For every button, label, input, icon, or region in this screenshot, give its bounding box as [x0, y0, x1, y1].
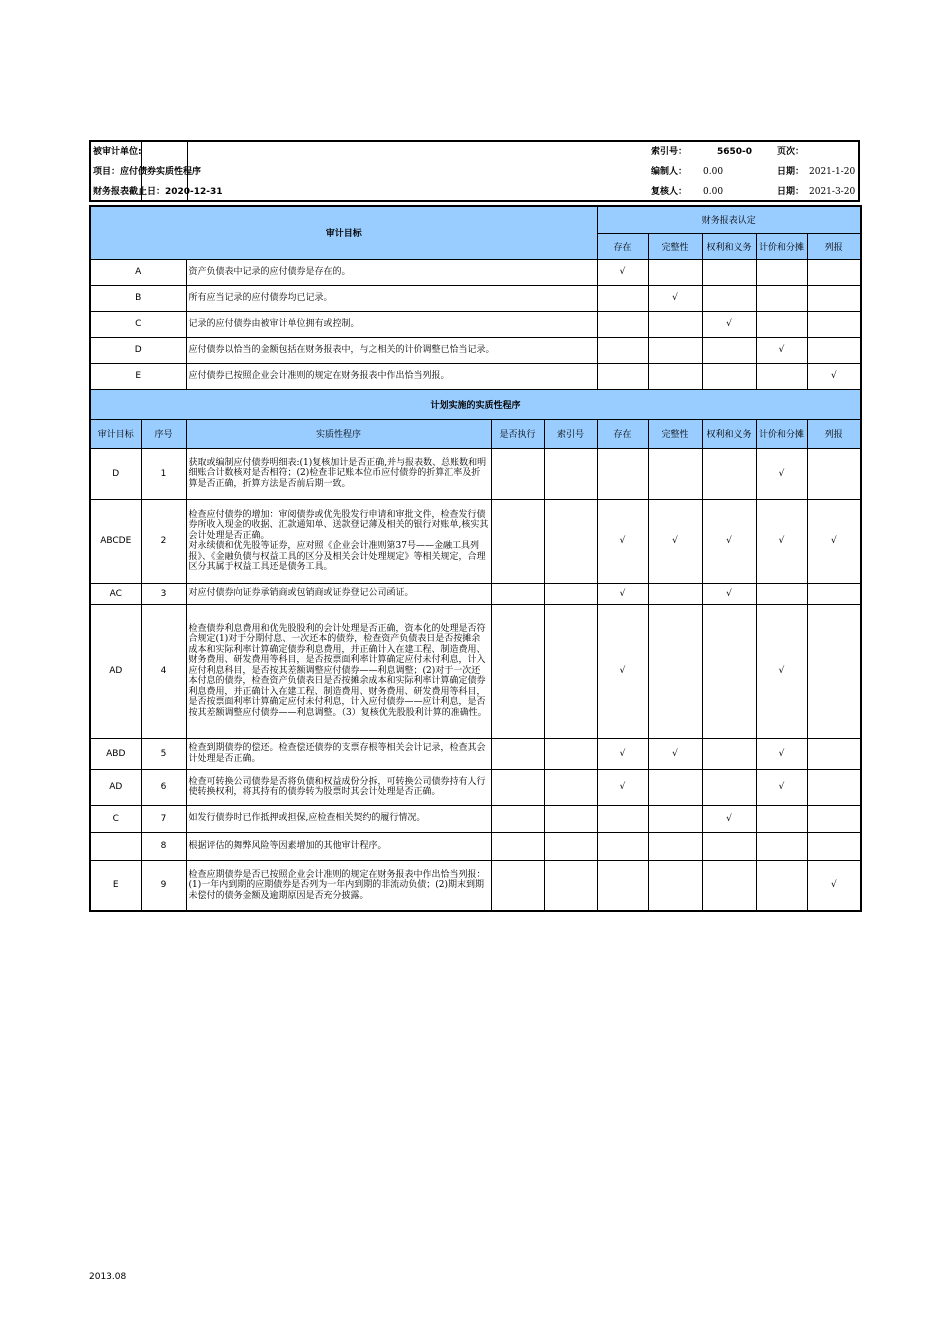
objective-text: 应付债券已按照企业会计准则的规定在财务报表中作出恰当列报。	[186, 363, 597, 389]
table-row	[90, 738, 861, 769]
index-cell	[544, 860, 597, 911]
reviewer-label: 复核人：	[651, 187, 688, 197]
executed-cell	[491, 832, 544, 860]
assertion-mark	[702, 337, 756, 363]
objective-code: E	[90, 363, 186, 389]
assertion-mark	[807, 311, 861, 337]
executed-cell	[491, 499, 544, 583]
assertion-header: 完整性	[648, 233, 702, 259]
executed-cell	[491, 860, 544, 911]
table-row	[90, 860, 861, 911]
assertion-mark: √	[648, 499, 702, 583]
index-cell	[544, 448, 597, 499]
table-body	[90, 206, 861, 911]
index-cell	[544, 832, 597, 860]
header-row-2	[91, 162, 858, 182]
procedure-column-header: 权利和义务	[702, 419, 756, 448]
assertion-mark	[597, 285, 648, 311]
procedure-text: 检查债券利息费用和优先股股利的会计处理是否正确，资本化的处理是否符合规定(1)对于分期付息、一次还本的债券，检查资产负债表日是否按摊余成本和实际利率计算确定债券利息费用，并正确计入在建工程、制造费用、财务费用、研发费用等科目，是否按票面利率计算确定应付未付利息，计入应付利息科目，是否按其差额调整应付债券——利息调整；(2)对于一次还本付息的债券，检查资产负债表日是否按摊余成本和实际利率计算确定债券利息费用，并正确计入在建工程、制造费用、财务费用、研发费用等科目，是否按票面利率计算确定应付未付利息，计入应付债券——应计利息，是否按其差额调整应付债券——利息调整。（3）复核优先股股利计算的准确性。	[186, 604, 491, 738]
objective-code: B	[90, 285, 186, 311]
date2-label: 日期：	[777, 187, 805, 197]
assertion-mark	[807, 337, 861, 363]
assertion-header: 权利和义务	[702, 233, 756, 259]
date1-label: 日期：	[777, 167, 805, 177]
assertion-mark	[756, 832, 807, 860]
objectives-title: 审计目标	[90, 206, 597, 259]
assertion-mark	[756, 285, 807, 311]
table-row	[90, 206, 861, 233]
objective-code: A	[90, 259, 186, 285]
assertion-mark	[756, 583, 807, 604]
assertion-mark	[807, 805, 861, 832]
procedure-text: 检查到期债券的偿还。检查偿还债券的支票存根等相关会计记录，检查其会计处理是否正确。	[186, 738, 491, 769]
procedure-text: 检查应付债券的增加：审阅债券或优先股发行申请和审批文件，检查发行债券所收入现金的收据、汇款通知单、送款登记薄及相关的银行对账单,核实其会计处理是否正确。 对永续债和优先股等证券，应对照《企业会计准则第37号——金融工具列报》、《金融负债与权益工具的区分及相关会计处理规定》等相关规定，合理区分其属于权益工具还是债务工具。	[186, 499, 491, 583]
procedure-text: 如发行债券时已作抵押或担保,应检查相关契约的履行情况。	[186, 805, 491, 832]
table-row	[90, 583, 861, 604]
assertion-mark: √	[756, 337, 807, 363]
index-cell	[544, 499, 597, 583]
assertion-mark: √	[702, 311, 756, 337]
assertion-mark: √	[756, 604, 807, 738]
procedure-number: 6	[141, 769, 186, 805]
executed-cell	[491, 604, 544, 738]
procedure-column-header: 审计目标	[90, 419, 141, 448]
assertion-mark	[702, 832, 756, 860]
objective-code: C	[90, 311, 186, 337]
assertion-mark	[702, 448, 756, 499]
procedure-column-header: 实质性程序	[186, 419, 491, 448]
assertion-mark	[807, 583, 861, 604]
procedure-column-header: 列报	[807, 419, 861, 448]
assertion-mark: √	[702, 805, 756, 832]
index-label: 索引号：	[651, 147, 688, 157]
preparer-value: 0.00	[703, 167, 724, 177]
assertion-mark	[648, 337, 702, 363]
objective-text: 资产负债表中记录的应付债券是存在的。	[186, 259, 597, 285]
reviewer-value: 0.00	[703, 187, 724, 197]
period-label: 财务报表截止日：2020-12-31	[93, 187, 223, 197]
table-row	[90, 499, 861, 583]
assertion-mark: √	[597, 499, 648, 583]
header-row-3	[91, 182, 858, 202]
procedure-column-header: 完整性	[648, 419, 702, 448]
assertion-mark	[597, 448, 648, 499]
assertion-mark	[756, 363, 807, 389]
assertion-mark	[807, 285, 861, 311]
table-row	[90, 805, 861, 832]
procedure-target: AD	[90, 604, 141, 738]
document-header	[89, 140, 860, 202]
objective-code: D	[90, 337, 186, 363]
assertion-mark	[756, 311, 807, 337]
procedure-target: AD	[90, 769, 141, 805]
table-row	[90, 389, 861, 419]
assertion-mark: √	[807, 499, 861, 583]
assertion-mark: √	[648, 285, 702, 311]
index-cell	[544, 738, 597, 769]
assertion-mark	[756, 259, 807, 285]
procedure-column-header: 计价和分摊	[756, 419, 807, 448]
procedure-number: 8	[141, 832, 186, 860]
procedure-target: ABD	[90, 738, 141, 769]
assertion-mark: √	[597, 583, 648, 604]
audited-unit-label: 被审计单位:	[93, 147, 142, 157]
assertion-mark	[597, 805, 648, 832]
assertion-mark: √	[702, 499, 756, 583]
index-cell	[544, 805, 597, 832]
assertion-mark	[807, 259, 861, 285]
procedure-target: C	[90, 805, 141, 832]
table-row	[90, 285, 861, 311]
assertion-mark: √	[756, 738, 807, 769]
procedure-number: 2	[141, 499, 186, 583]
procedure-column-header: 索引号	[544, 419, 597, 448]
procedure-target: D	[90, 448, 141, 499]
assertion-mark	[648, 832, 702, 860]
assertion-mark	[648, 604, 702, 738]
assertion-mark	[648, 860, 702, 911]
assertion-mark: √	[807, 860, 861, 911]
assertion-mark: √	[756, 769, 807, 805]
assertion-mark	[807, 738, 861, 769]
executed-cell	[491, 738, 544, 769]
assertion-mark	[702, 604, 756, 738]
assertion-mark	[597, 311, 648, 337]
procedure-number: 1	[141, 448, 186, 499]
table-row	[90, 832, 861, 860]
assertion-mark: √	[756, 499, 807, 583]
assertion-mark	[597, 860, 648, 911]
assertion-mark	[648, 805, 702, 832]
date1-value: 2021-1-20	[809, 167, 856, 177]
procedure-column-header: 是否执行	[491, 419, 544, 448]
assertion-mark	[648, 311, 702, 337]
objective-text: 所有应当记录的应付债券均已记录。	[186, 285, 597, 311]
assertion-mark	[702, 363, 756, 389]
index-cell	[544, 583, 597, 604]
assertion-group-header: 财务报表认定	[597, 206, 861, 233]
procedure-number: 9	[141, 860, 186, 911]
procedure-number: 3	[141, 583, 186, 604]
assertion-mark	[597, 832, 648, 860]
procedures-title: 计划实施的实质性程序	[90, 389, 861, 419]
assertion-mark	[807, 832, 861, 860]
table-row	[90, 419, 861, 448]
assertion-mark: √	[597, 259, 648, 285]
preparer-label: 编制人：	[651, 167, 688, 177]
table-row	[90, 259, 861, 285]
assertion-header: 列报	[807, 233, 861, 259]
procedure-text: 检查应期债券是否已按照企业会计准则的规定在财务报表中作出恰当列报：(1)一年内到期的应期债券是否列为一年内到期的非流动负债；(2)期末到期未偿付的债务金额及逾期原因是否充分披露。	[186, 860, 491, 911]
assertion-header: 计价和分摊	[756, 233, 807, 259]
index-value: 5650-0	[717, 147, 753, 157]
index-cell	[544, 604, 597, 738]
procedure-text: 获取或编制应付债券明细表:(1)复核加计是否正确,并与报表数、总账数和明细账合计数核对是否相符；(2)检查非记账本位币应付债券的折算汇率及折算是否正确，折算方法是否前后期一致。	[186, 448, 491, 499]
table-row	[90, 337, 861, 363]
assertion-mark	[756, 860, 807, 911]
table-row	[90, 311, 861, 337]
procedure-column-header: 存在	[597, 419, 648, 448]
procedure-target: AC	[90, 583, 141, 604]
date2-value: 2021-3-20	[809, 187, 856, 197]
procedure-target	[90, 832, 141, 860]
header-row-1	[91, 142, 858, 162]
assertion-mark: √	[702, 583, 756, 604]
assertion-mark: √	[597, 738, 648, 769]
procedure-target: ABCDE	[90, 499, 141, 583]
assertion-mark	[702, 738, 756, 769]
procedure-text: 根据评估的舞弊风险等因素增加的其他审计程序。	[186, 832, 491, 860]
assertion-mark	[648, 448, 702, 499]
assertion-mark: √	[807, 363, 861, 389]
assertion-mark	[702, 860, 756, 911]
assertion-mark	[597, 337, 648, 363]
procedure-number: 5	[141, 738, 186, 769]
project-label: 项目：应付债券实质性程序	[93, 167, 202, 177]
procedure-text: 对应付债券向证券承销商或包销商或证券登记公司函证。	[186, 583, 491, 604]
assertion-mark	[702, 285, 756, 311]
procedure-number: 4	[141, 604, 186, 738]
executed-cell	[491, 805, 544, 832]
assertion-mark: √	[597, 604, 648, 738]
assertion-mark	[648, 259, 702, 285]
index-cell	[544, 769, 597, 805]
assertion-mark	[648, 583, 702, 604]
version-footer: 2013.08	[89, 1272, 127, 1282]
assertion-mark	[807, 769, 861, 805]
assertion-mark	[702, 259, 756, 285]
objective-text: 记录的应付债券由被审计单位拥有或控制。	[186, 311, 597, 337]
assertion-mark	[648, 769, 702, 805]
table-row	[90, 448, 861, 499]
assertion-mark: √	[648, 738, 702, 769]
assertion-mark	[756, 805, 807, 832]
procedure-number: 7	[141, 805, 186, 832]
table-row	[90, 769, 861, 805]
audit-program-table	[89, 205, 862, 912]
assertion-mark	[807, 448, 861, 499]
assertion-mark	[702, 769, 756, 805]
objective-text: 应付债券以恰当的金额包括在财务报表中，与之相关的计价调整已恰当记录。	[186, 337, 597, 363]
assertion-mark	[597, 363, 648, 389]
page-label: 页次：	[777, 147, 805, 157]
assertion-mark	[648, 363, 702, 389]
executed-cell	[491, 583, 544, 604]
procedure-target: E	[90, 860, 141, 911]
procedure-text: 检查可转换公司债券是否将负债和权益成份分拆，可转换公司债券持有人行使转换权利，将其持有的债券转为股票时其会计处理是否正确。	[186, 769, 491, 805]
procedure-column-header: 序号	[141, 419, 186, 448]
table-row	[90, 604, 861, 738]
assertion-header: 存在	[597, 233, 648, 259]
executed-cell	[491, 448, 544, 499]
table-row	[90, 363, 861, 389]
assertion-mark	[807, 604, 861, 738]
assertion-mark: √	[756, 448, 807, 499]
executed-cell	[491, 769, 544, 805]
assertion-mark: √	[597, 769, 648, 805]
